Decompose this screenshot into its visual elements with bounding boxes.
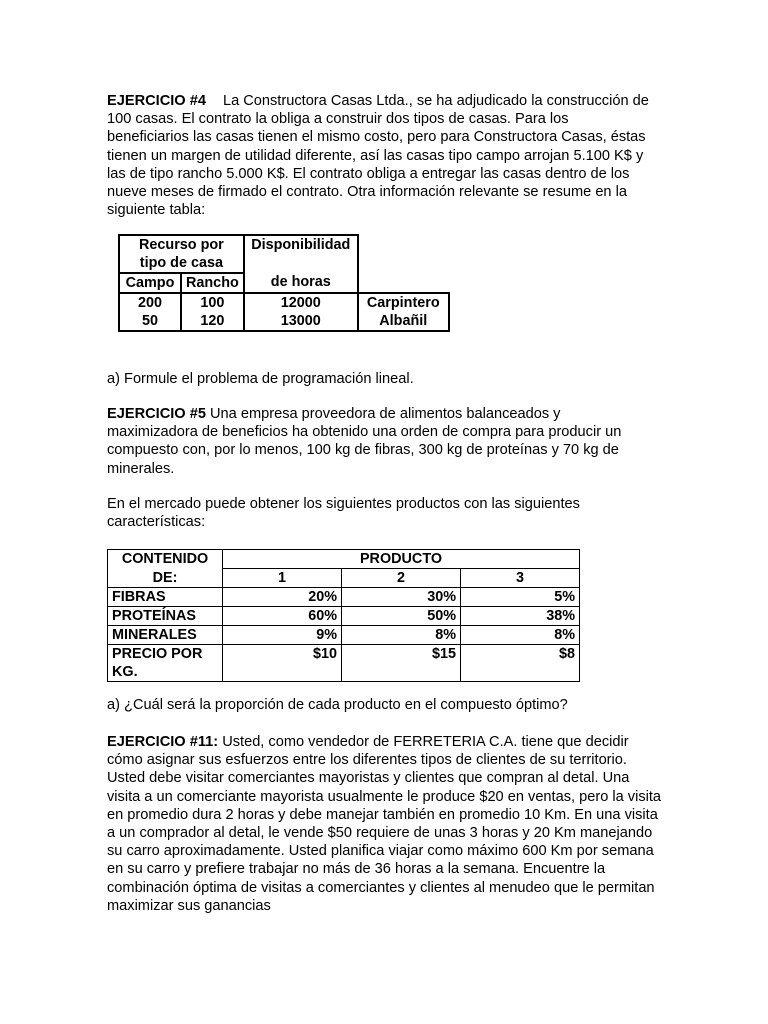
cell-value: $10 — [223, 645, 342, 682]
product-table — [107, 549, 580, 682]
cell-value: 8% — [342, 626, 461, 645]
hours-header: de horas — [244, 273, 358, 293]
row-label: PRECIO POR KG. — [108, 645, 223, 682]
hours-value: 13000 — [244, 312, 358, 331]
product-number: 2 — [342, 569, 461, 588]
contenido-header: CONTENIDO — [108, 550, 223, 569]
availability-header: Disponibilidad — [244, 235, 358, 273]
table-row — [108, 588, 580, 607]
cell-value: 30% — [342, 588, 461, 607]
ex5-question: a) ¿Cuál será la proporción de cada producto en el compuesto óptimo? — [107, 697, 568, 713]
table-row — [108, 607, 580, 626]
cell-value: 9% — [223, 626, 342, 645]
resource-header: Recurso por tipo de casa — [119, 235, 244, 273]
resource-table — [118, 234, 450, 332]
cell-value: 5% — [461, 588, 580, 607]
de-header: DE: — [108, 569, 223, 588]
ex5-paragraph-2: En el mercado puede obtener los siguientes productos con las siguientes características: — [107, 496, 580, 531]
campo-header: Campo — [119, 273, 181, 293]
ex11-paragraph — [107, 733, 662, 915]
cell-value: 20% — [223, 588, 342, 607]
ex4-question: a) Formule el problema de programación lineal. — [107, 371, 414, 387]
cell-value: 8% — [461, 626, 580, 645]
rancho-value: 120 — [181, 312, 244, 331]
resource-name: Carpintero — [358, 293, 449, 312]
ex4-paragraph — [107, 92, 652, 219]
ex5-heading: EJERCICIO #5 — [107, 406, 206, 422]
row-label: PROTEÍNAS — [108, 607, 223, 626]
product-number: 3 — [461, 569, 580, 588]
cell-value: 38% — [461, 607, 580, 626]
cell-value: 50% — [342, 607, 461, 626]
row-label: FIBRAS — [108, 588, 223, 607]
table-row — [108, 626, 580, 645]
resource-name: Albañil — [358, 312, 449, 331]
cell-value: $8 — [461, 645, 580, 682]
table-row — [108, 645, 580, 682]
ex5-text: Una empresa proveedora de alimentos balanceados y maximizadora de beneficios ha obtenido una orden de compra para producir un compuesto con, por lo menos, 100 kg de fibras, 300 kg de proteínas y 70 kg de minerales. — [107, 406, 622, 477]
ex4-heading: EJERCICIO #4 — [107, 93, 206, 109]
ex5-paragraph — [107, 405, 647, 478]
rancho-header: Rancho — [181, 273, 244, 293]
campo-value: 200 — [119, 293, 181, 312]
product-number: 1 — [223, 569, 342, 588]
cell-value: 60% — [223, 607, 342, 626]
ex11-heading: EJERCICIO #11: — [107, 734, 219, 750]
rancho-value: 100 — [181, 293, 244, 312]
cell-value: $15 — [342, 645, 461, 682]
ex4-text: La Constructora Casas Ltda., se ha adjudicado la construcción de 100 casas. El contrato la obliga a construir dos tipos de casas. Para los beneficiarios las casas tienen el mismo costo, pero para Constructora Casas, éstas tienen un margen de utilidad diferente, así las casas tipo campo arrojan 5.100 K$ y las de tipo rancho 5.000 K$. El contrato obliga a entregar las casas dentro de los nueve meses de firmado el contrato. Otra información relevante se resume en la siguiente tabla: — [107, 93, 649, 219]
ex11-text: Usted, como vendedor de FERRETERIA C.A. tiene que decidir cómo asignar sus esfuerzos entre los diferentes tipos de clientes de su territorio. Usted debe visitar comerciantes mayoristas y clientes que compran al detal. Una visita a un comerciante mayorista usualmente le produce $20 en ventas, pero la visita en promedio dura 2 horas y debe manejar también en promedio 10 Km. En una visita a un comprador al detal, le vende $50 requiere de unas 3 horas y 20 Km manejando su carro aproximadamente. Usted planifica viajar como máximo 600 Km por semana en su carro y prefiere trabajar no más de 36 horas a la semana. Encuentre la combinación óptima de visitas a comerciantes y clientes al menudeo que le permitan maximizar sus ganancias — [107, 734, 662, 914]
producto-header: PRODUCTO — [223, 550, 580, 569]
row-label: MINERALES — [108, 626, 223, 645]
campo-value: 50 — [119, 312, 181, 331]
hours-value: 12000 — [244, 293, 358, 312]
